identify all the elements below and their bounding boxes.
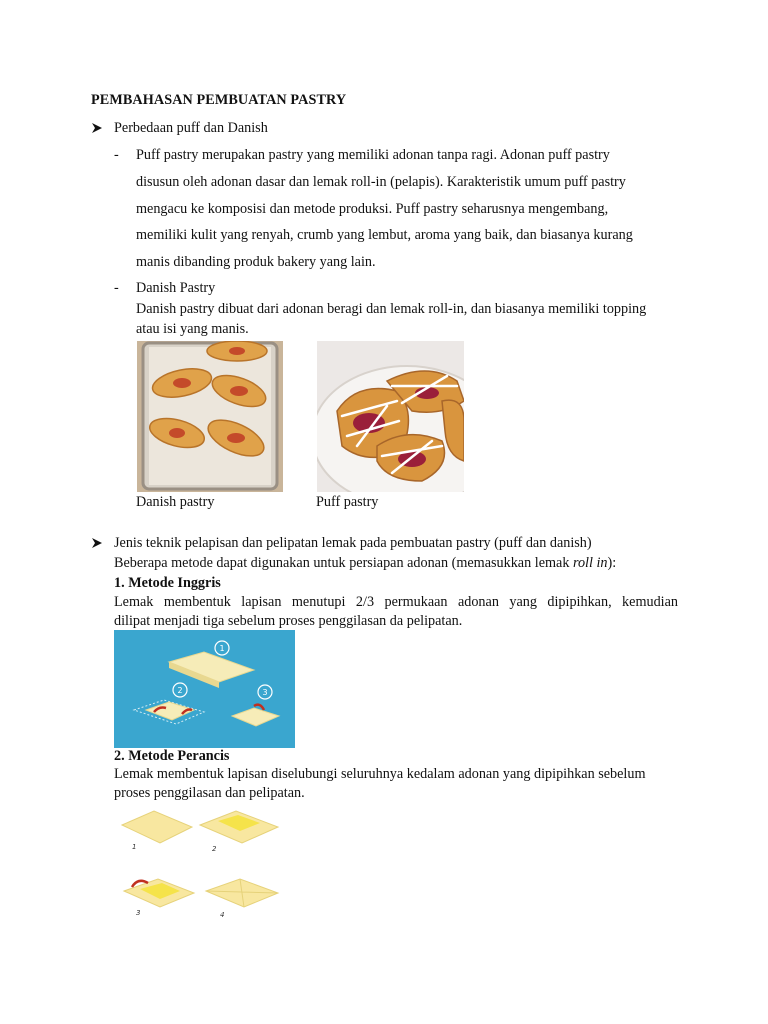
section1-heading: Perbedaan puff dan Danish (114, 120, 268, 136)
caption-danish: Danish pastry (136, 494, 215, 510)
step-label: 2 (212, 845, 217, 853)
danish-desc-line-1: Danish pastry dibuat dari adonan beragi dan lemak roll-in, dan biasanya memiliki topping (136, 301, 647, 317)
english-method-illustration (114, 630, 295, 748)
step-label: 4 (220, 911, 225, 919)
puff-desc-line-4: memiliki kulit yang renyah, crumb yang lembut, aroma yang baik, dan biasanya kurang (136, 227, 633, 243)
arrow-bullet-icon (91, 537, 103, 554)
french-method-illustration (114, 803, 294, 930)
dash-bullet: - (114, 280, 119, 296)
danish-pastry-photo (137, 341, 283, 492)
page-title: PEMBAHASAN PEMBUATAN PASTRY (91, 92, 347, 108)
method1-desc-line-2: dilipat menjadi tiga sebelum proses penggilasan da pelipatan. (114, 613, 463, 629)
dash-bullet: - (114, 147, 119, 163)
intro-prefix: Beberapa metode dapat digunakan untuk persiapan adonan (memasukkan lemak (114, 555, 573, 571)
step-label: 3 (136, 909, 141, 917)
step-label: 1 (219, 644, 225, 653)
puff-desc-line-5: manis dibanding produk bakery yang lain. (136, 254, 376, 270)
intro-italic: roll in (572, 555, 608, 571)
puff-desc-line-3: mengacu ke komposisi dan metode produksi. Puff pastry seharusnya mengembang, (136, 201, 609, 217)
section2-heading: Jenis teknik pelapisan dan pelipatan lemak pada pembuatan pastry (puff dan danish) (114, 535, 592, 551)
method1-title: 1. Metode Inggris (114, 575, 221, 591)
danish-title: Danish Pastry (136, 280, 216, 296)
danish-desc-line-2: atau isi yang manis. (136, 321, 249, 337)
step-label: 1 (132, 843, 137, 851)
method2-desc-line-1: Lemak membentuk lapisan diselubungi seluruhnya kedalam adonan yang dipipihkan sebelum (114, 766, 646, 782)
method2-title: 2. Metode Perancis (114, 748, 230, 764)
step-label: 3 (262, 688, 268, 697)
puff-pastry-photo (317, 341, 464, 492)
intro-suffix: ): (607, 555, 617, 571)
step-label: 2 (177, 686, 183, 695)
method2-desc-line-2: proses penggilasan dan pelipatan. (114, 785, 305, 801)
section2-intro (114, 555, 616, 572)
arrow-bullet-icon (91, 122, 103, 139)
puff-desc-line-1: Puff pastry merupakan pastry yang memiliki adonan tanpa ragi. Adonan puff pastry (136, 147, 610, 163)
caption-puff: Puff pastry (316, 494, 379, 510)
method1-desc-line-1: Lemak membentuk lapisan menutupi 2/3 permukaan adonan yang dipipihkan, kemudian (114, 594, 678, 610)
puff-desc-line-2: disusun oleh adonan dasar dan lemak roll-in (pelapis). Karakteristik umum puff pastry (136, 174, 626, 190)
